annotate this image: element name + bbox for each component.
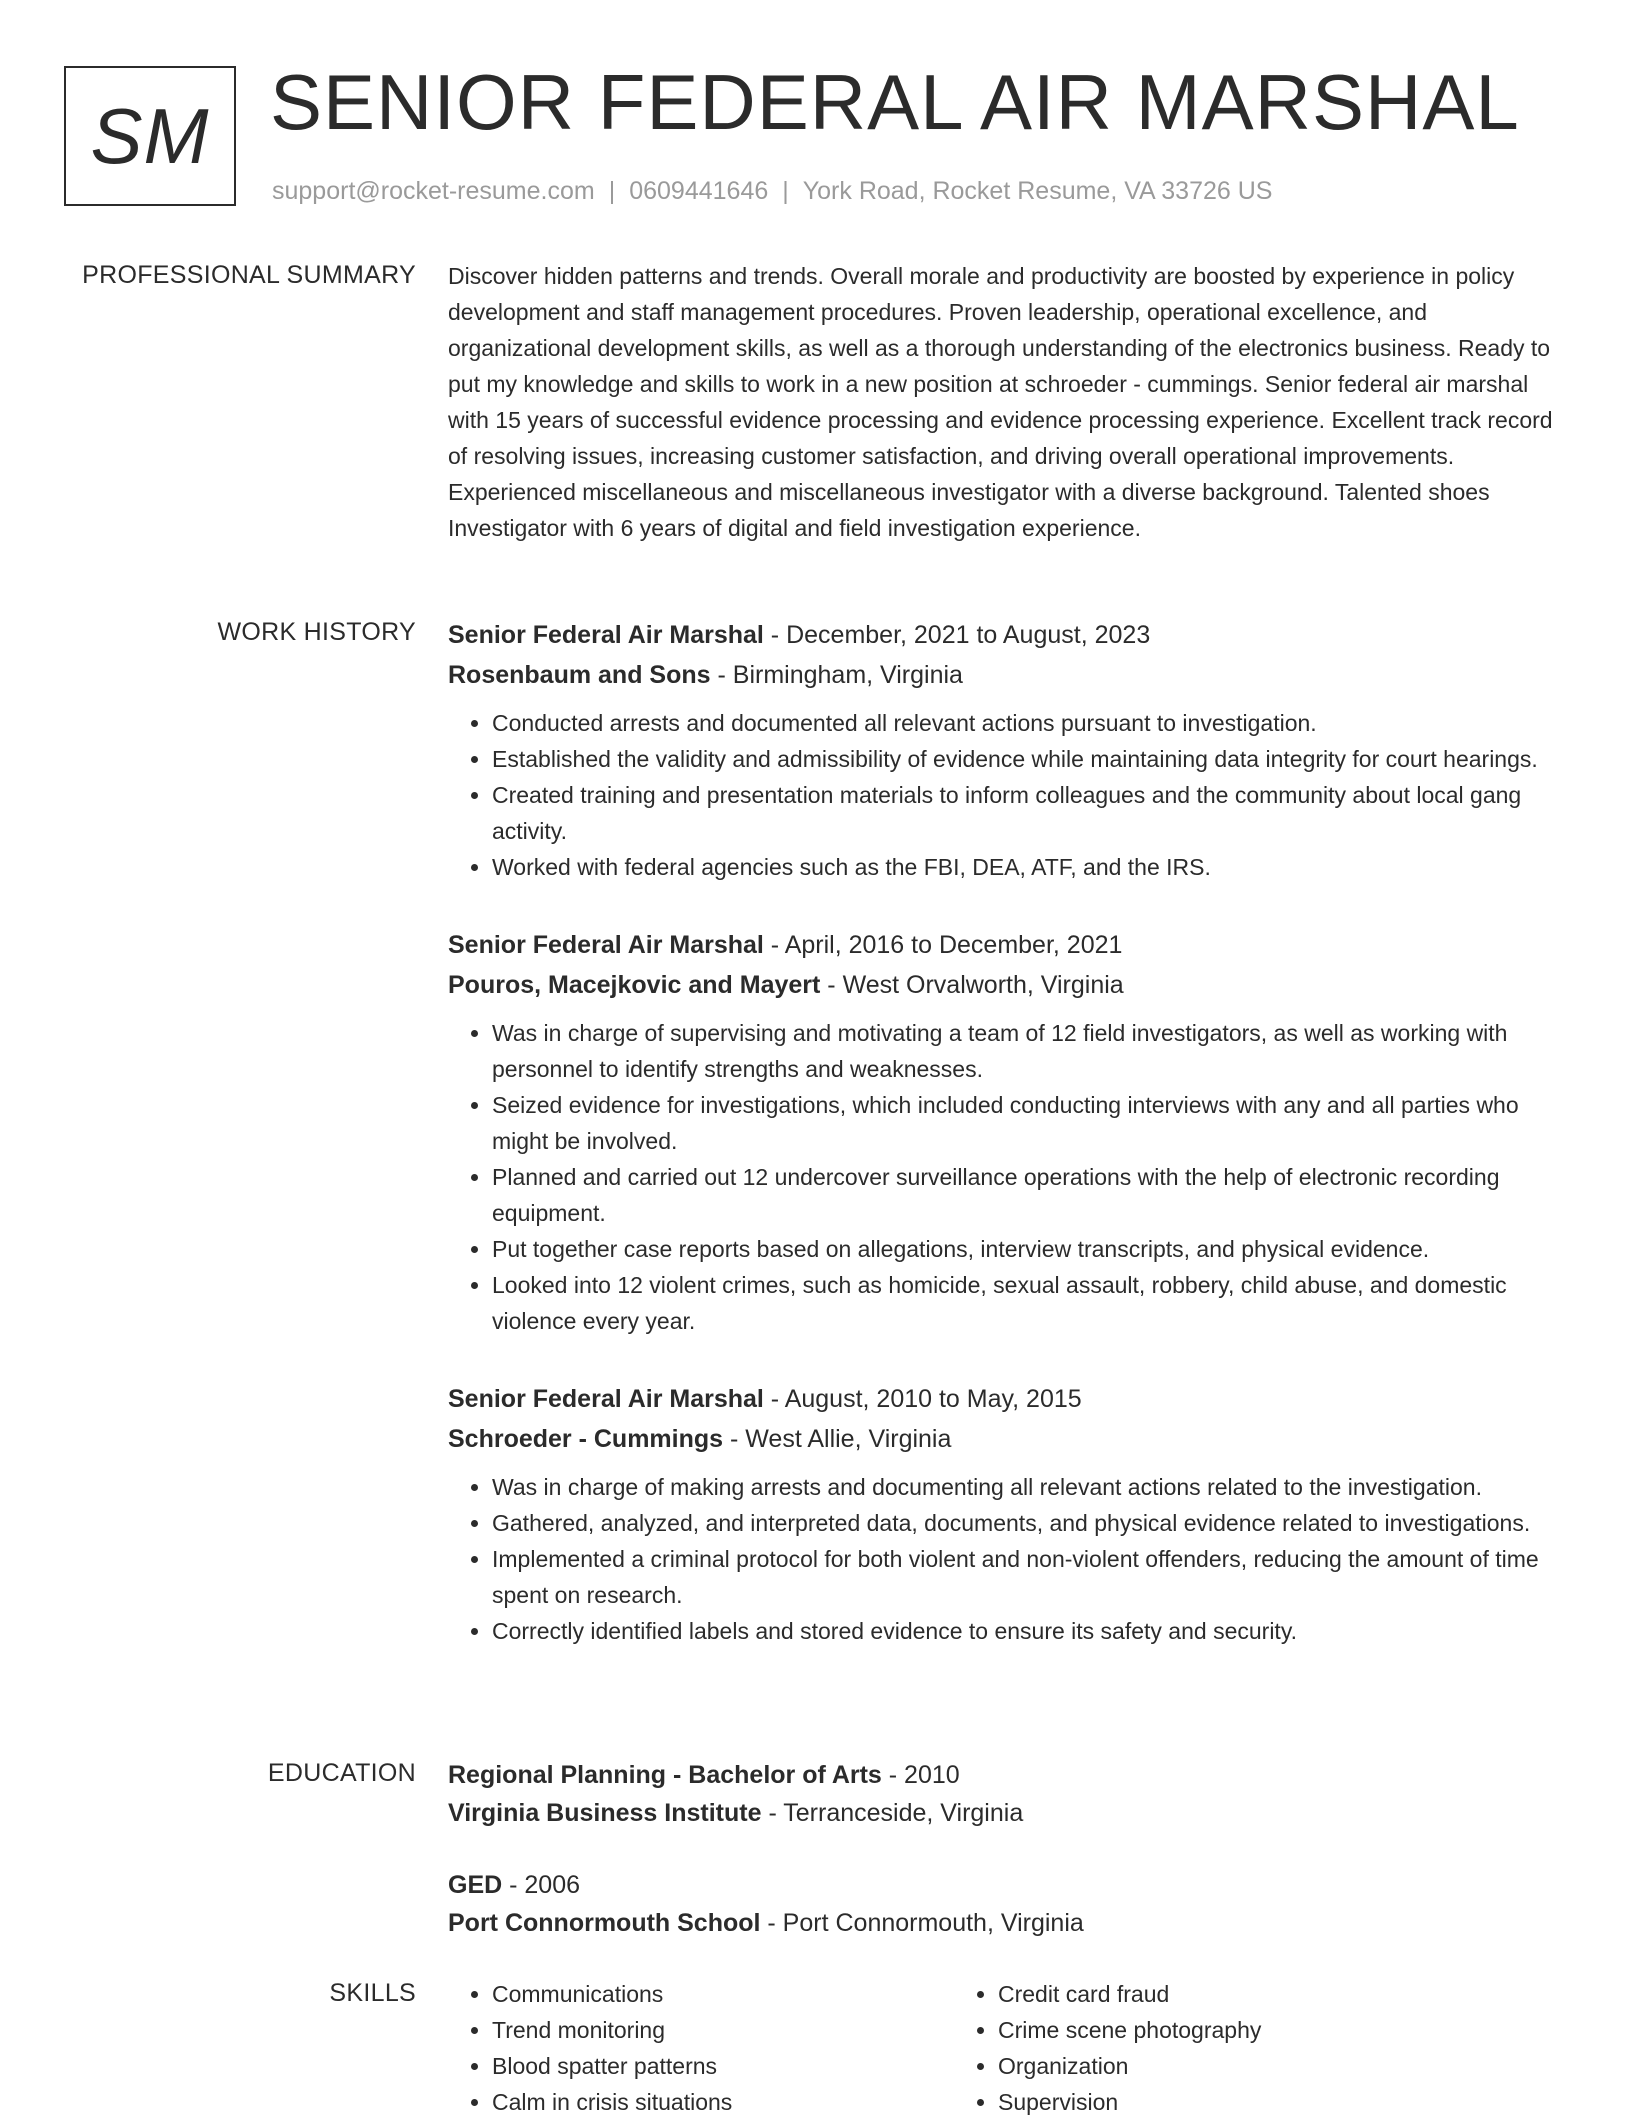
job-bullet: • Put together case reports based on allegations, interview transcripts, and physical evidence. <box>492 1231 1572 1267</box>
education-heading: EDUCATION <box>267 1759 416 1787</box>
job-bullets <box>448 1469 1572 1649</box>
job-dates: - December, 2021 to August, 2023 <box>763 621 1151 649</box>
job-bullet: • Planned and carried out 12 undercover surveillance operations with the help of electronic recording equipment. <box>492 1159 1572 1231</box>
job-title-line <box>448 925 1572 965</box>
job-location: - West Allie, Virginia <box>723 1425 952 1453</box>
skills-heading: SKILLS <box>329 1979 416 2007</box>
monogram-initials: SM <box>90 91 210 180</box>
contact-separator: | <box>782 177 789 205</box>
summary-text: Discover hidden patterns and trends. Overall morale and productivity are boosted by experience in policy development and staff management procedures. Proven leadership, operational excellence, and organizational development skills, as well as a thorough understanding of the electronics business. Ready to put my knowledge and skills to work in a new position at schroeder - cummings. Senior federal air marshal with 15 years of successful evidence processing and evidence processing experience. Excellent track record of resolving issues, increasing customer satisfaction, and driving overall operational improvements. Experienced miscellaneous and miscellaneous investigator with a diverse background. Talented shoes Investigator with 6 years of digital and field investigation experience. <box>448 263 1553 541</box>
job-bullet: • Worked with federal agencies such as the FBI, DEA, ATF, and the IRS. <box>492 849 1572 885</box>
education-school-line <box>448 1794 1572 1832</box>
education-entry <box>448 1866 1572 1942</box>
job-bullet: • Correctly identified labels and stored evidence to ensure its safety and security. <box>492 1613 1572 1649</box>
education-entry <box>448 1756 1572 1832</box>
job-entry <box>448 925 1572 1339</box>
skill-item: • Organization <box>998 2048 1460 2084</box>
job-title: Senior Federal Air Marshal <box>448 1385 764 1413</box>
job-title: Senior Federal Air Marshal <box>448 931 764 959</box>
job-bullet: • Implemented a criminal protocol for both violent and non-violent offenders, reducing the amount of time spent on research. <box>492 1541 1572 1613</box>
job-location: - West Orvalworth, Virginia <box>820 971 1124 999</box>
job-entry <box>448 1379 1572 1649</box>
job-title: Senior Federal Air Marshal <box>448 621 764 649</box>
monogram-box <box>64 66 236 206</box>
skill-item: • Supervision <box>998 2084 1460 2120</box>
education-degree-line <box>448 1866 1572 1904</box>
job-title-line <box>448 615 1572 655</box>
education-school-line <box>448 1904 1572 1942</box>
contact-line <box>272 174 1272 208</box>
job-title-line <box>448 1379 1572 1419</box>
page-title: SENIOR FEDERAL AIR MARSHAL <box>270 58 1520 146</box>
job-entry <box>448 615 1572 885</box>
education-year: - 2006 <box>502 1871 581 1899</box>
skill-item: • Crime scene photography <box>998 2012 1460 2048</box>
skill-item: • Communications <box>492 1976 954 2012</box>
contact-separator: | <box>608 177 616 205</box>
job-bullets <box>448 705 1572 885</box>
job-bullet: • Looked into 12 violent crimes, such as homicide, sexual assault, robbery, child abuse, and domestic violence every year. <box>492 1267 1572 1339</box>
education-year: - 2010 <box>881 1761 960 1789</box>
education-school: Virginia Business Institute <box>448 1799 762 1827</box>
job-dates: - August, 2010 to May, 2015 <box>763 1385 1082 1413</box>
contact-email[interactable]: support@rocket-resume.com <box>272 177 595 205</box>
job-bullet: • Gathered, analyzed, and interpreted data, documents, and physical evidence related to investigations. <box>492 1505 1572 1541</box>
job-company-line <box>448 1419 1572 1459</box>
job-company: Pouros, Macejkovic and Mayert <box>448 971 821 999</box>
education-degree: Regional Planning - Bachelor of Arts <box>448 1761 882 1789</box>
job-bullet: • Was in charge of making arrests and documenting all relevant actions related to the investigation. <box>492 1469 1572 1505</box>
job-bullets <box>448 1015 1572 1339</box>
job-bullet: • Was in charge of supervising and motivating a team of 12 field investigators, as well as working with personnel to identify strengths and weaknesses. <box>492 1015 1572 1087</box>
job-bullet: • Established the validity and admissibility of evidence while maintaining data integrity for court hearings. <box>492 741 1572 777</box>
job-company-line <box>448 655 1572 695</box>
education-degree-line <box>448 1756 1572 1794</box>
work-history-heading: WORK HISTORY <box>217 618 416 646</box>
job-bullet: • Seized evidence for investigations, which included conducting interviews with any and all parties who might be involved. <box>492 1087 1572 1159</box>
skill-item: • Calm in crisis situations <box>492 2084 954 2120</box>
job-company: Rosenbaum and Sons <box>448 661 711 689</box>
job-company-line <box>448 965 1572 1005</box>
education-degree: GED <box>448 1871 503 1899</box>
job-dates: - April, 2016 to December, 2021 <box>763 931 1123 959</box>
contact-address: York Road, Rocket Resume, VA 33726 US <box>802 177 1273 205</box>
skill-item: • Blood spatter patterns <box>492 2048 954 2084</box>
skill-item: • Credit card fraud <box>998 1976 1460 2012</box>
skill-item: • Trend monitoring <box>492 2012 954 2048</box>
contact-phone[interactable]: 0609441646 <box>629 177 769 205</box>
job-location: - Birmingham, Virginia <box>710 661 963 689</box>
job-company: Schroeder - Cummings <box>448 1425 724 1453</box>
education-location: - Port Connormouth, Virginia <box>760 1909 1084 1937</box>
job-bullet: • Conducted arrests and documented all relevant actions pursuant to investigation. <box>492 705 1572 741</box>
job-bullet: • Created training and presentation materials to inform colleagues and the community about local gang activity. <box>492 777 1572 849</box>
skills-column-right <box>954 1976 1460 2120</box>
education-school: Port Connormouth School <box>448 1909 761 1937</box>
skills-grid <box>448 1976 1572 2120</box>
summary-heading: PROFESSIONAL SUMMARY <box>82 261 416 289</box>
education-location: - Terranceside, Virginia <box>761 1799 1024 1827</box>
skills-column-left <box>448 1976 954 2120</box>
